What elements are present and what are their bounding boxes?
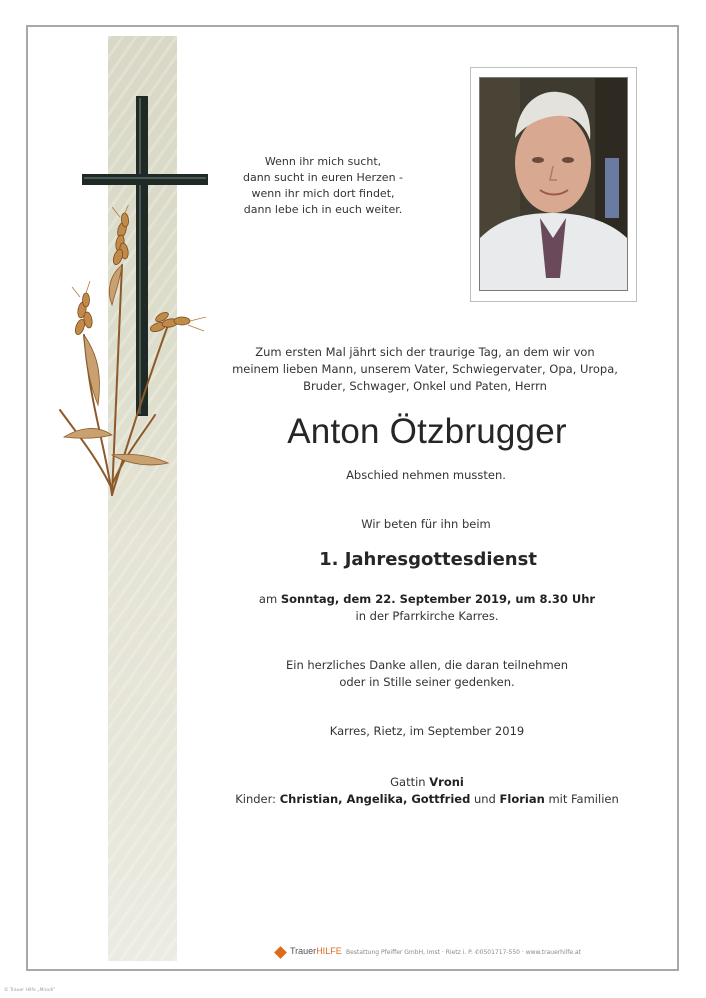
- intro-line: Zum ersten Mal jährt sich der traurige Tag, an dem wir von: [255, 345, 595, 359]
- children-suffix: mit Familien: [548, 792, 619, 806]
- service-datetime: Sonntag, dem 22. September 2019, um 8.30 Uhr: [280, 592, 596, 606]
- children-line: [200, 791, 654, 808]
- children-and: und: [473, 792, 496, 806]
- wheat-icon: [50, 205, 215, 500]
- deceased-name: Anton Ötzbrugger: [287, 412, 567, 451]
- footer: [270, 945, 590, 961]
- announcement-intro: [226, 344, 624, 395]
- logo-part2: HILFE: [316, 946, 342, 956]
- service-location: in der Pfarrkirche Karres.: [355, 609, 499, 623]
- service-title: 1. Jahresgottesdienst: [319, 549, 537, 570]
- poem-line: wenn ihr mich dort findet,: [251, 187, 395, 200]
- copyright: © Trauer Hilfe „Mirodi": [4, 988, 56, 993]
- service-details: [246, 591, 608, 625]
- footer-logo: [290, 946, 342, 956]
- footer-info: Bestattung Pfeiffer GmbH, Imst · Rietz i. P. ✆0501717-550 · www.trauerhilfe.at: [346, 949, 582, 956]
- place-date: Karres, Rietz, im September 2019: [329, 724, 525, 738]
- portrait-photo: [479, 77, 628, 291]
- family-list: [200, 774, 654, 808]
- children-label: Kinder:: [235, 792, 277, 806]
- intro-line: Bruder, Schwager, Onkel und Paten, Herrn: [303, 379, 547, 393]
- wife-label: Gattin: [390, 775, 426, 789]
- thanks-line: Ein herzliches Danke allen, die daran teilnehmen: [285, 658, 569, 672]
- portrait-frame: [470, 67, 637, 302]
- service-prefix: am: [258, 592, 278, 606]
- poem-line: dann sucht in euren Herzen -: [242, 171, 403, 184]
- children-names: Christian, Angelika, Gottfried: [279, 792, 471, 806]
- wife-line: [200, 774, 654, 791]
- service-datetime-line: [246, 591, 608, 608]
- poem-line: dann lebe ich in euch weiter.: [243, 203, 403, 216]
- poem: [238, 154, 408, 218]
- intro-line: meinem lieben Mann, unserem Vater, Schwiegervater, Opa, Uropa,: [232, 362, 618, 376]
- prayer-text: Wir beten für ihn beim: [361, 517, 491, 531]
- logo-part1: Trauer: [290, 946, 317, 956]
- thanks-text: [262, 657, 592, 691]
- trauerhilfe-logo-icon: [274, 946, 287, 959]
- thanks-line: oder in Stille seiner gedenken.: [339, 675, 515, 689]
- wife-name: Vroni: [429, 775, 464, 789]
- last-child: Florian: [499, 792, 545, 806]
- poem-line: Wenn ihr mich sucht,: [264, 155, 382, 168]
- farewell-text: Abschied nehmen mussten.: [346, 468, 506, 482]
